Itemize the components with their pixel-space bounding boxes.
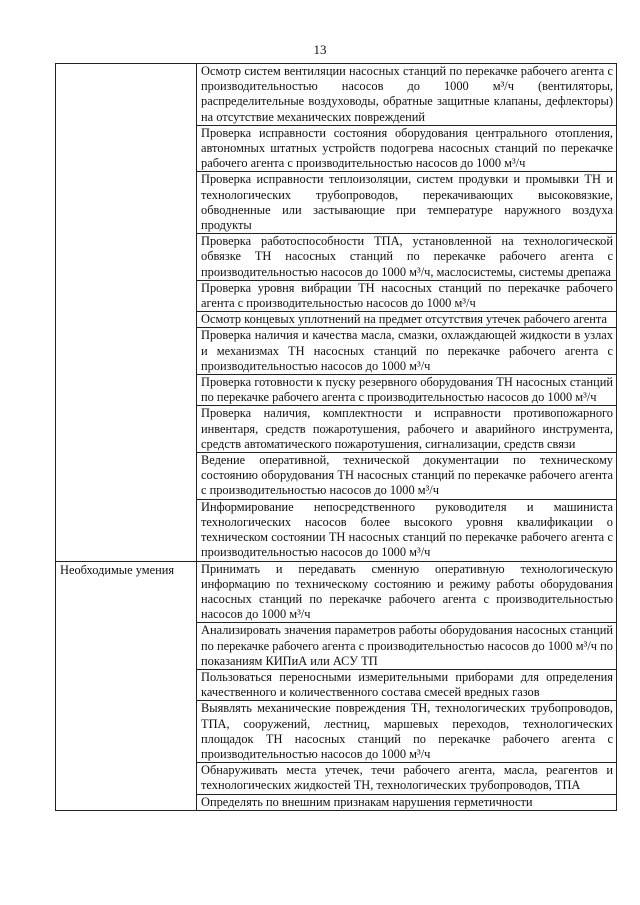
table-cell	[197, 669, 617, 700]
table-cell	[197, 375, 617, 406]
section-label: Необходимые умения	[60, 562, 175, 577]
list-item: Ведение оперативной, технической документации по техническому состоянию оборудования ТН насосных станций по перекачке рабочего агента с производительностью насосов до 1000 м³/ч	[201, 453, 613, 498]
list-item: Проверка наличия, комплектности и исправности противопожарного инвентаря, средств пожаротушения, рабочего и аварийного инструмента, средств автоматического пожаротушения, сигнализации, средств связи	[201, 406, 613, 451]
list-item: Принимать и передавать сменную оперативную технологическую информацию по техническому состоянию и режиму работы оборудования насосных станций по перекачке рабочего агента с производительностью насосов до 1000 м³/ч	[201, 561, 613, 622]
table-cell	[197, 561, 617, 623]
table-row	[56, 561, 617, 623]
list-item: Информирование непосредственного руководителя и машиниста технологических насосов более высокого уровня квалификации о техническом состоянии ТН насосных станций по перекачке рабочего агента с производительностью насосов до 1000 м³/ч	[201, 499, 613, 560]
list-item: Анализировать значения параметров работы оборудования насосных станций по перекачке рабочего агента с производительностью насосов до 1000 м³/ч по показаниям КИПиА или АСУ ТП	[201, 623, 613, 668]
list-item: Осмотр концевых уплотнений на предмет отсутствия утечек рабочего агента	[201, 312, 607, 327]
list-item: Проверка наличия и качества масла, смазки, охлаждающей жидкости в узлах и механизмах ТН насосных станций по перекачке рабочего агента с производительностью насосов до 1000 м³/ч	[201, 328, 613, 373]
table-cell	[197, 763, 617, 794]
list-item: Осмотр систем вентиляции насосных станций по перекачке рабочего агента с производительностью насосов до 1000 м³/ч (вентиляторы, распределительные воздуховоды, обратные защитные клапаны, дефлекторы) на отсутствие механических повреждений	[201, 64, 613, 124]
list-item: Обнаруживать места утечек, течи рабочего агента, масла, реагентов и технологических жидкостей ТН, технологических трубопроводов, ТПА	[201, 763, 613, 793]
knowledge-label-cell	[56, 64, 197, 562]
list-item: Пользоваться переносными измерительными приборами для определения качественного и количественного состава смесей вредных газов	[201, 669, 613, 700]
table-cell	[197, 234, 617, 281]
table-cell	[197, 406, 617, 453]
skills-label-cell	[56, 561, 197, 810]
list-item: Проверка исправности состояния оборудования центрального отопления, автономных штатных устройств подогрева насосных станций по перекачке рабочего агента с производительностью насосов до 1000 м³/ч	[201, 125, 613, 171]
table-cell	[197, 64, 617, 126]
list-item: Проверка готовности к пуску резервного оборудования ТН насосных станций по перекачке рабочего агента с производительностью насосов до 1000 м³/ч	[201, 375, 613, 405]
page-number: 13	[313, 42, 327, 57]
table-row	[56, 64, 617, 126]
list-item: Проверка исправности теплоизоляции, систем продувки и промывки ТН и технологических трубопроводов, перекачивающих высоковязкие, обводненные или застывающие при температуре наружного воздуха продукты	[201, 172, 613, 233]
table-cell	[197, 280, 617, 311]
labor-functions-table	[55, 63, 617, 811]
table-cell	[197, 701, 617, 763]
table-cell	[197, 623, 617, 670]
table-cell	[197, 794, 617, 810]
list-item: Проверка уровня вибрации ТН насосных станций по перекачке рабочего агента с производительностью насосов до 1000 м³/ч	[201, 280, 613, 311]
list-item: Выявлять механические повреждения ТН, технологических трубопроводов, ТПА, сооружений, лестниц, маршевых переходов, технологических площадок ТН насосных станций по перекачке рабочего агента с производительностью насосов до 1000 м³/ч	[201, 701, 613, 761]
table-cell	[197, 172, 617, 234]
table-cell	[197, 328, 617, 375]
list-item: Проверка работоспособности ТПА, установленной на технологической обвязке ТН насосных станций по перекачке рабочего агента с производительностью насосов до 1000 м³/ч, маслосистемы, системы дрепажа	[201, 234, 613, 279]
table-cell	[197, 453, 617, 500]
section-label	[60, 64, 193, 65]
table-cell	[197, 499, 617, 561]
list-item: Определять по внешним признакам нарушения герметичности	[201, 794, 533, 809]
table-cell	[197, 312, 617, 328]
table-cell	[197, 125, 617, 172]
